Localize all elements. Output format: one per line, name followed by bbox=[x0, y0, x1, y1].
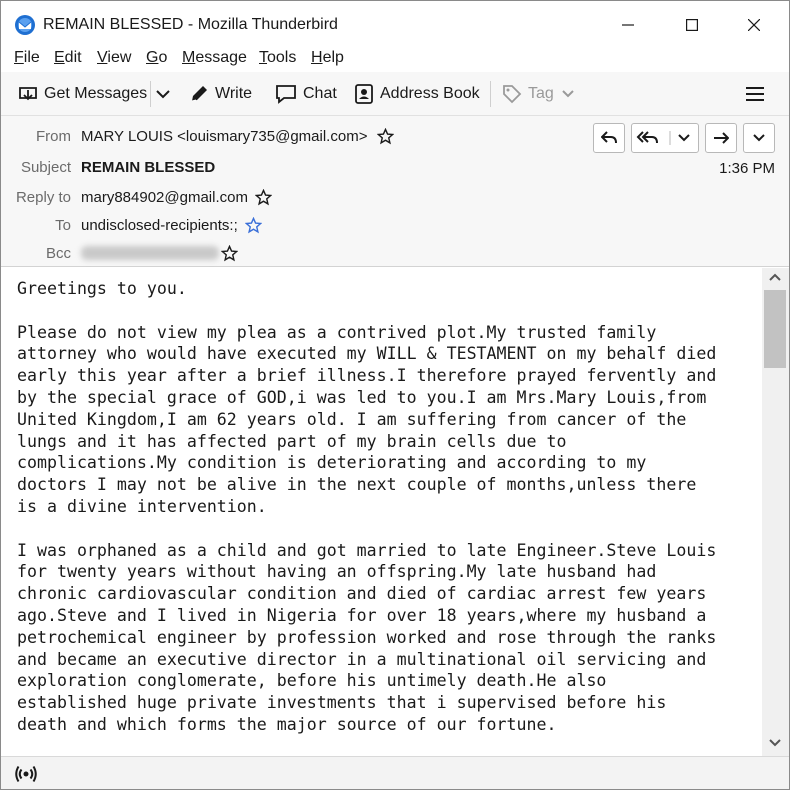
menu-go-accel: G bbox=[146, 49, 159, 66]
message-text: Greetings to you. Please do not view my plea as a contrived plot.My trusted family attorney who would have executed my WILL & TESTAMENT on my behalf died early this year after a brief illness.I therefore prayed fervently and by the special grace of GOD,i was led to you.I am Mrs.Mary Louis,from United Kingdom,I am 62 years old. I am suffering from cancer of the lungs and it has affected part of my brain cells due to complications.My condition is deteriorating and according to my doctors I may not be alive in the next couple of months,unless there is a divine intervention. I was orphaned as a child and got married to late Engineer.Steve Louis for twenty years without having an offspring.My late husband had chronic cardiovascular condition and died of cardiac arrest few years ago.Steve and I lived in Nigeria for over 18 years,where my husband a petrochemical engineer by profession worked and rose through the ranks and became an executive director in a multinational oil servicing and exploration conglomerate, before his untimely death.He also established huge private investments that i supervised before his death and which forms the major source of our fortune. bbox=[17, 279, 717, 734]
hamburger-menu-icon bbox=[746, 86, 764, 102]
thunderbird-logo-icon bbox=[14, 14, 36, 36]
minimize-button[interactable] bbox=[605, 9, 651, 41]
star-icon[interactable] bbox=[221, 245, 238, 262]
menu-tools-accel: T bbox=[259, 49, 267, 66]
tag-label: Tag bbox=[528, 85, 554, 102]
write-button[interactable] bbox=[189, 72, 252, 116]
star-icon[interactable] bbox=[377, 128, 394, 145]
pencil-icon bbox=[189, 84, 209, 104]
forward-icon bbox=[713, 131, 729, 145]
menu-message[interactable] bbox=[182, 49, 247, 67]
menu-view-rest: iew bbox=[107, 49, 132, 66]
reply-all-icon bbox=[634, 131, 696, 145]
chevron-down-icon bbox=[562, 90, 574, 98]
get-messages-dropdown[interactable] bbox=[156, 72, 176, 116]
to-label: To bbox=[55, 217, 71, 234]
window-title: REMAIN BLESSED - Mozilla Thunderbird bbox=[43, 16, 338, 33]
chevron-down-icon bbox=[156, 89, 170, 99]
from-value[interactable]: MARY LOUIS <louismary735@gmail.com> bbox=[81, 128, 368, 145]
main-toolbar bbox=[1, 72, 789, 116]
menu-file[interactable] bbox=[14, 49, 40, 67]
menu-tools[interactable] bbox=[259, 49, 296, 67]
forward-button[interactable] bbox=[705, 123, 737, 153]
reply-to-label: Reply to bbox=[15, 189, 71, 206]
star-icon[interactable] bbox=[255, 189, 272, 206]
subject-label: Subject bbox=[20, 159, 71, 176]
bcc-redacted-value bbox=[81, 246, 219, 260]
get-messages-label: Get Messages bbox=[44, 85, 148, 102]
close-button[interactable] bbox=[731, 9, 777, 41]
address-book-label: Address Book bbox=[380, 85, 480, 102]
menu-message-accel: M bbox=[182, 49, 196, 66]
menu-help-accel: H bbox=[311, 49, 323, 66]
scroll-up-arrow-icon[interactable] bbox=[768, 272, 782, 282]
vertical-scrollbar[interactable] bbox=[762, 268, 790, 756]
chat-bubble-icon bbox=[275, 84, 297, 104]
address-book-button[interactable] bbox=[354, 72, 480, 116]
star-icon[interactable] bbox=[245, 217, 262, 234]
toolbar-separator bbox=[490, 81, 491, 107]
menu-help-rest: elp bbox=[322, 49, 344, 66]
from-label: From bbox=[36, 128, 71, 145]
menu-go-rest: o bbox=[158, 49, 168, 66]
menu-view-accel: V bbox=[97, 49, 108, 66]
download-inbox-icon bbox=[18, 84, 38, 104]
online-status-icon[interactable] bbox=[15, 765, 37, 783]
chat-button[interactable] bbox=[275, 72, 337, 116]
chevron-down-icon bbox=[753, 134, 765, 142]
close-icon bbox=[748, 19, 760, 31]
menu-go[interactable] bbox=[146, 49, 167, 67]
message-body bbox=[1, 268, 762, 756]
scroll-thumb[interactable] bbox=[764, 290, 786, 368]
minimize-icon bbox=[622, 19, 634, 31]
reply-all-button[interactable] bbox=[631, 123, 699, 153]
menu-file-rest: ile bbox=[23, 49, 40, 66]
more-actions-button[interactable] bbox=[743, 123, 775, 153]
menu-bar bbox=[1, 47, 789, 72]
maximize-button[interactable] bbox=[669, 9, 715, 41]
menu-edit-accel: E bbox=[54, 49, 65, 66]
write-label: Write bbox=[215, 85, 253, 102]
toolbar-separator bbox=[150, 81, 151, 107]
reply-icon bbox=[601, 131, 617, 145]
chat-label: Chat bbox=[303, 85, 337, 102]
menu-message-rest: essage bbox=[195, 49, 247, 66]
tag-icon bbox=[502, 84, 522, 104]
message-time: 1:36 PM bbox=[719, 160, 775, 177]
subject-value: REMAIN BLESSED bbox=[81, 159, 216, 176]
menu-edit[interactable] bbox=[54, 49, 82, 67]
menu-file-accel: F bbox=[14, 49, 24, 66]
maximize-icon bbox=[686, 19, 698, 31]
menu-view[interactable] bbox=[97, 49, 131, 67]
menu-edit-rest: dit bbox=[64, 49, 82, 66]
title-bar bbox=[1, 1, 789, 47]
message-header bbox=[1, 116, 789, 267]
bcc-label: Bcc bbox=[45, 245, 71, 262]
scroll-down-arrow-icon[interactable] bbox=[768, 738, 782, 748]
status-bar bbox=[1, 756, 789, 790]
reply-to-value[interactable]: mary884902@gmail.com bbox=[81, 189, 248, 206]
address-book-icon bbox=[354, 84, 374, 104]
to-value[interactable]: undisclosed-recipients:; bbox=[81, 217, 238, 234]
menu-help[interactable] bbox=[311, 49, 344, 67]
app-menu-button[interactable] bbox=[746, 72, 770, 116]
tag-button[interactable] bbox=[502, 72, 580, 116]
get-messages-button[interactable] bbox=[18, 72, 147, 116]
menu-tools-rest: ools bbox=[267, 49, 297, 66]
reply-button[interactable] bbox=[593, 123, 625, 153]
